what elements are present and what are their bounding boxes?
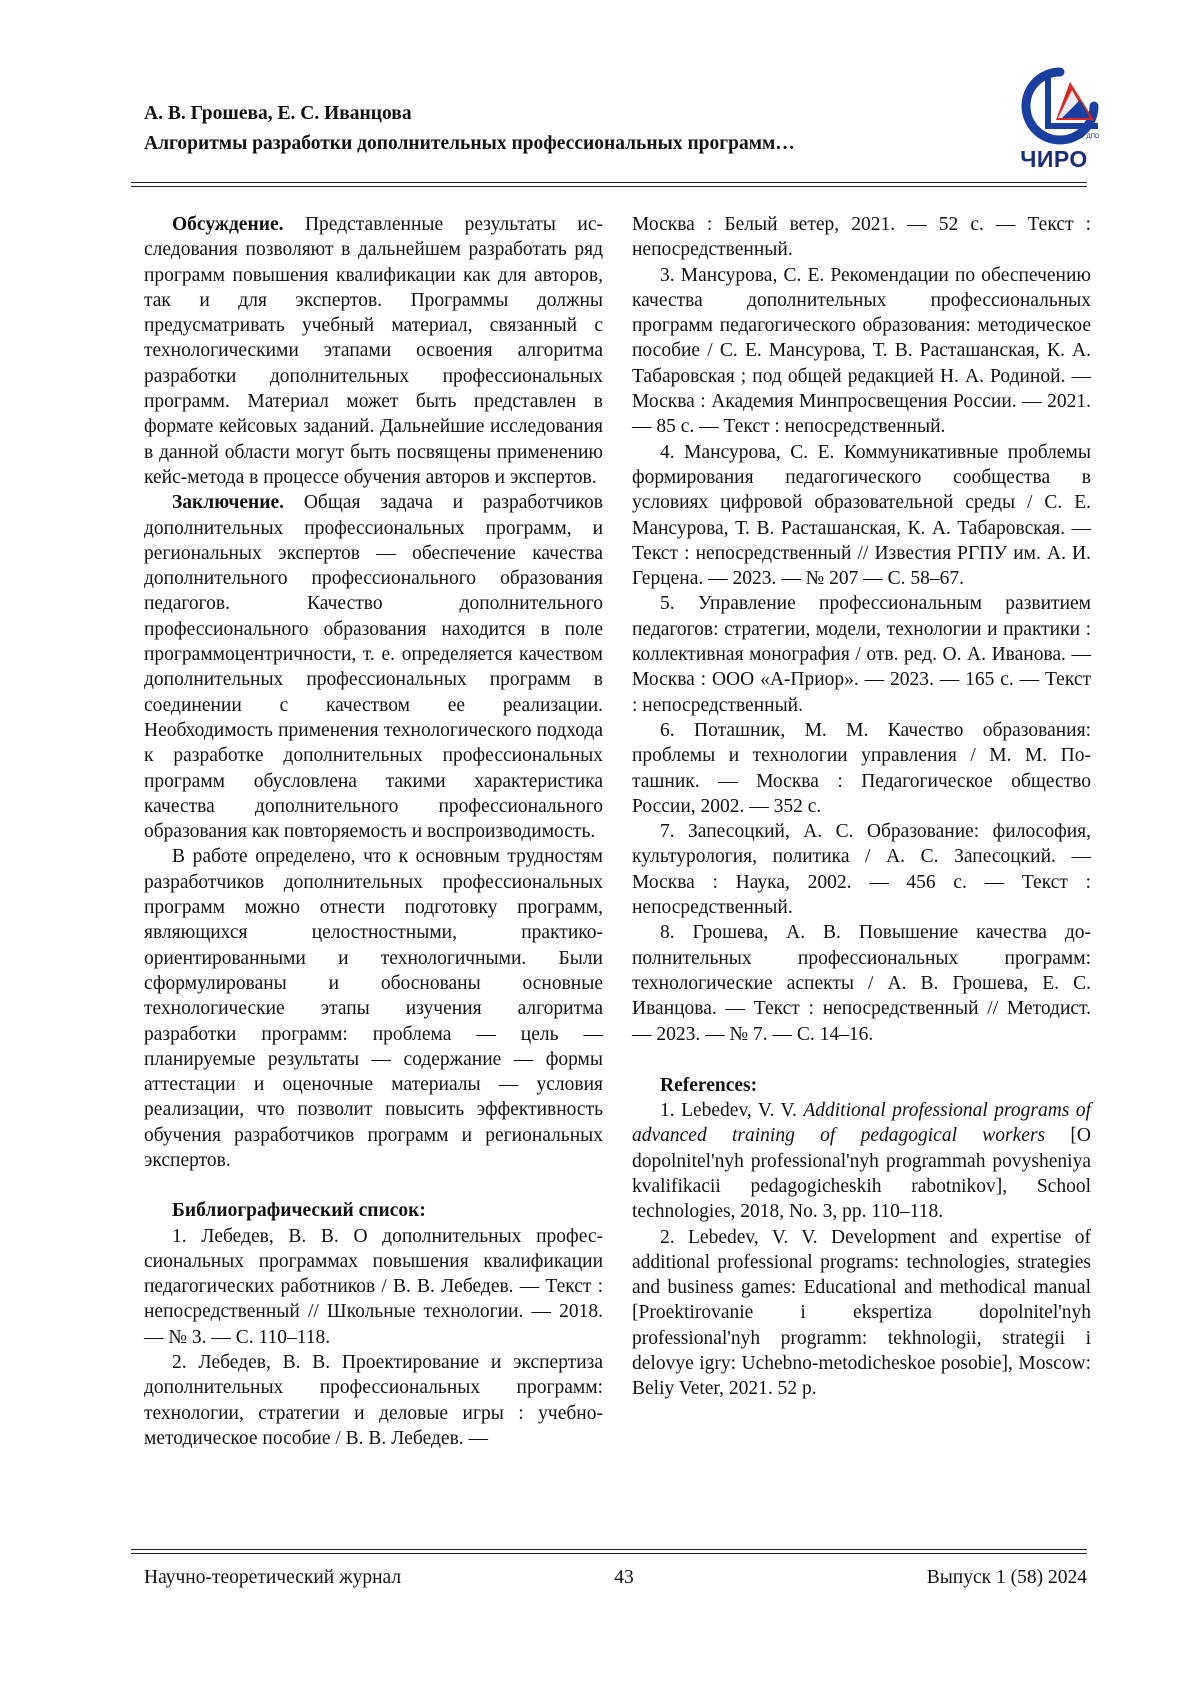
right-column [632, 212, 1091, 1402]
chiro-emblem-icon [998, 66, 1110, 150]
bibliography-heading: Библиографический список: [172, 1200, 426, 1222]
bibliography-item: 5. Управление профессиональным развитием педагогов: стратегии, модели, технологии и практики : коллективная монография / отв. ред. О. А. Иванова. — Москва : ООО «А-Приор». — 2023. — 165 с. — Текст : непосредственный. [632, 593, 1091, 716]
page-number: 43 [614, 1567, 634, 1588]
header-authors: А. В. Грошева, Е. С. Иванцова [144, 103, 412, 124]
footer-journal: Научно-теоретический журнал [144, 1567, 402, 1588]
reference-rest: [O dopolnitel'nyh professional'nyh programmah povysheniya kvalifikacii pedagogicheskih rabotnikov], School technologies, 2018, No. 3, pp. 110–118. [632, 1125, 1092, 1223]
header-rule-2 [131, 186, 1087, 187]
conclusion-text: Общая задача и разработчиков дополнительных профессиональных программ, и региональных экспертов — обеспечение качества дополнительного профессионального образования педагогов. Качество дополнительного профессионального образования находится в поле программоцентричности, т. е. определяется качеством дополнительных профессиональных программ в соединении с качеством ее реализации. Необходимость применения технологического подхода к разработке дополнительных профессиональных программ обусловлена такими характеристика качества дополнительного профессионального образования как повторяемость и воспроизводимость. [144, 492, 603, 843]
conclusion-paragraph [144, 490, 603, 844]
discussion-text: Представленные результаты исследования позволяют в дальнейшем разработать ряд программ повышения квалификации как для авторов, так и для экспертов. Программы должны предусматривать учебный материал, связанный с технологическими этапами освоения алгоритма разработки дополнительных профессиональных программ. Материал может быть представлен в формате кейсовых заданий. Дальнейшие исследования в данной области могут быть посвящены применению кейс-метода в процессе обучения авторов и экспертов. [144, 214, 603, 488]
body-paragraph-3: В работе определено, что к основным трудностям разработчиков дополнительных профессиональных программ можно отнести подготовку программ, являющихся целостностными, практико-ориентированными и технологичными. Были сформулированы и обоснованы основные технологические этапы изучения алгоритма разработки программ: проблема — цель — планируемые результаты — содержание — формы аттестации и оценочные материалы — условия реализации, что позволит повысить эффективность обучения разработчиков программ и региональных экспертов. [144, 846, 603, 1171]
footer-rule-2 [131, 1553, 1087, 1554]
bibliography-item-continued: Москва : Белый ветер, 2021. — 52 с. — Текст : непосредственный. [632, 214, 1091, 261]
logo-text: ЧИРО [1020, 146, 1088, 172]
page-header [144, 100, 924, 158]
footer-issue: Выпуск 1 (58) 2024 [926, 1567, 1087, 1588]
reference-item [632, 1098, 1091, 1224]
bibliography-item: 4. Мансурова, С. Е. Коммуникативные проблемы формирования педагогического сообщества в условиях цифровой образовательной среды / С. Е. Мансурова, Т. В. Расташанская, К. А. Табаровская. — Текст : непосредственный // Известия РГПУ им. А. И. Герцена. — 2023. — № 207 — С. 58–67. [632, 441, 1091, 590]
reference-title: Additional professional programs of advanced training of pedagogical workers [632, 1100, 1092, 1147]
references-heading: References: [660, 1074, 758, 1096]
header-title: Алгоритмы разработки дополнительных профессиональных программ… [144, 133, 795, 154]
bibliography-item: 8. Грошева, А. В. Повышение качества дополнительных профессиональных программ: технологические аспекты / А. В. Грошева, Е. С. Иванцова. — Текст : непосредственный // Методист. — 2023. — № 7. — С. 14–16. [632, 922, 1091, 1045]
discussion-paragraph [144, 212, 603, 490]
bibliography-item: 6. Поташник, М. М. Качество образования: проблемы и технологии управления / М. М. Поташник. — Москва : Педагогическое общество России, 2002. — 352 с. [632, 719, 1091, 817]
bibliography-item: 3. Мансурова, С. Е. Рекомендации по обеспечению качества дополнительных профессиональных программ педагогического образования: методическое пособие / С. Е. Мансурова, Т. В. Расташанская, К. А. Табаровская ; под общей редакцией Н. А. Родиной. — Москва : Академия Минпросвещения России. — 2021. — 85 с. — Текст : непосредственный. [632, 264, 1091, 438]
discussion-lead: Обсуждение. [172, 214, 284, 235]
bibliography-item: 2. Лебедев, В. В. Проектирование и экспертиза дополнительных профессиональных программ: технологии, стратегии и деловые игры : учебно-методическое пособие / В. В. Лебедев. — [144, 1352, 603, 1449]
conclusion-lead: Заключение. [172, 492, 285, 514]
reference-item: 2. Lebedev, V. V. Development and expertise of additional professional programs: technologies, strategies and business games: Educational and methodical manual [Proektirovanie i ekspertiza dopolnitel'nyh professional'nyh programm: tekhnologii, strategii i delovye igry: Uchebno-metodicheskoe posobie], Moscow: Beliy Veter, 2021. 52 p. [632, 1226, 1091, 1400]
bibliography-item: 1. Лебедев, В. В. О дополнительных профессиональных программах повышения квалификации педагогических работников / В. В. Лебедев. — Текст : непосредственный // Школьные технологии. — 2018. — № 3. — С. 110–118. [144, 1225, 603, 1348]
logo-small-text: ГБУ ДПО [1074, 134, 1100, 140]
left-column [144, 212, 603, 1451]
chiro-logo [998, 66, 1110, 176]
header-rule-1 [131, 182, 1087, 183]
reference-author: 1. Lebedev, V. V. [660, 1100, 804, 1122]
bibliography-item: 7. Запесоцкий, А. С. Образование: философия, культурология, политика / А. С. Запесоцкий. — Москва : Наука, 2002. — 456 с. — Текст : непосредственный. [632, 821, 1091, 919]
footer-rule-1 [131, 1549, 1087, 1550]
